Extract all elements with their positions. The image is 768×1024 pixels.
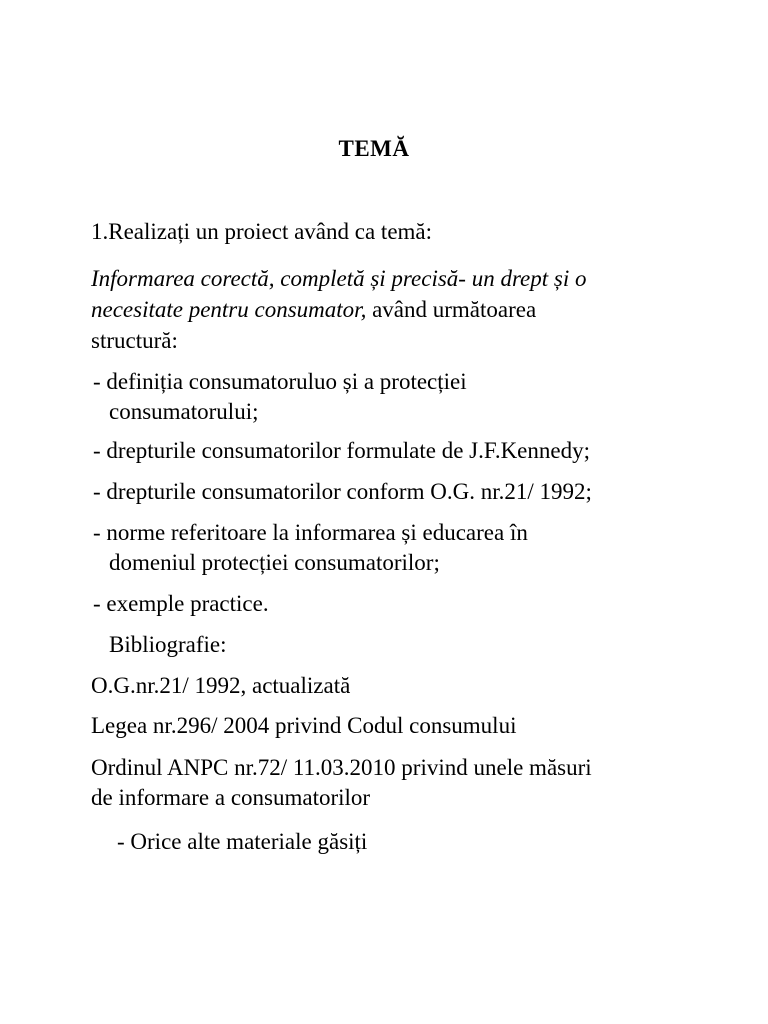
structure-item-norms: - norme referitoare la informarea și educarea în <box>93 520 528 545</box>
topic-line-2-rest: având următoarea <box>366 297 537 322</box>
topic-italic-line-2: necesitate pentru consumator, <box>91 297 367 322</box>
bibliography-reference: - Orice alte materiale găsiți <box>117 829 368 854</box>
topic-paragraph <box>91 263 586 356</box>
bibliography-reference-cont: de informare a consumatorilor <box>91 785 371 810</box>
document-title: TEMĂ <box>338 136 410 161</box>
structure-item-norms-cont: domeniul protecției consumatorilor; <box>109 550 440 575</box>
structure-item-og-rights: - drepturile consumatorilor conform O.G. nr.21/ 1992; <box>93 479 592 504</box>
topic-italic-line-1: Informarea corectă, completă și precisă- un drept și o <box>91 266 587 291</box>
bibliography-heading: Bibliografie: <box>109 632 227 657</box>
bibliography-reference: Legea nr.296/ 2004 privind Codul consumului <box>91 713 517 738</box>
bibliography-reference: O.G.nr.21/ 1992, actualizată <box>91 673 351 698</box>
structure-item-examples: - exemple practice. <box>93 591 269 616</box>
topic-line-3: structură: <box>91 328 178 353</box>
structure-item-kennedy-rights: - drepturile consumatorilor formulate de J.F.Kennedy; <box>93 438 590 463</box>
bibliography-reference: Ordinul ANPC nr.72/ 11.03.2010 privind unele măsuri <box>91 755 592 780</box>
assignment-intro: 1.Realizați un proiect având ca temă: <box>91 219 433 244</box>
structure-item-definition: - definiția consumatoruluo și a protecției <box>93 369 467 394</box>
structure-item-definition-cont: consumatorului; <box>109 399 259 424</box>
